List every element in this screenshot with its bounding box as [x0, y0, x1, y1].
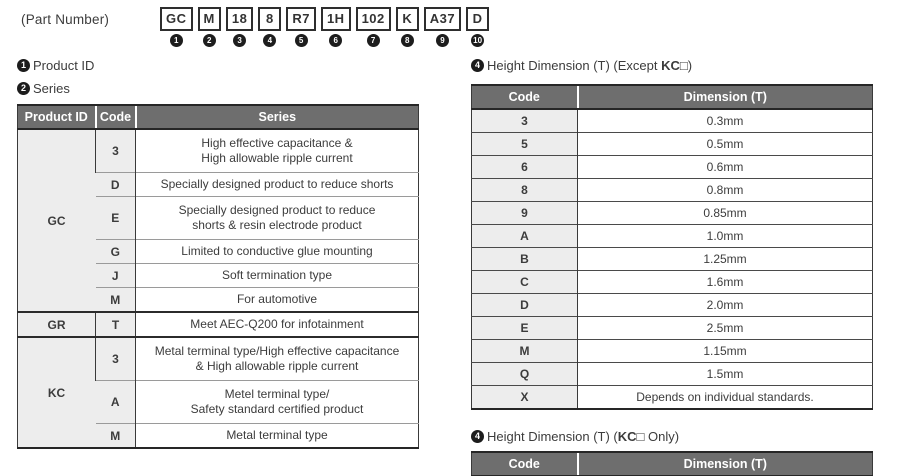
series-description-cell: High effective capacitance & High allowable ripple current	[136, 129, 419, 173]
series-description-cell: Specially designed product to reduce shorts & resin electrode product	[136, 197, 419, 240]
part-segment	[198, 7, 221, 47]
code-cell: 6	[472, 156, 578, 179]
height-dimension-kc-table	[471, 451, 873, 476]
part-segment	[286, 7, 316, 47]
series-description-cell: Metal terminal type	[136, 424, 419, 449]
dimension-cell: 1.25mm	[578, 248, 873, 271]
series-description-cell: Specially designed product to reduce shorts	[136, 173, 419, 197]
heading-series-text: Series	[33, 81, 70, 96]
part-segment	[356, 7, 391, 47]
column-header: Dimension (T)	[578, 85, 873, 109]
dimension-cell: 0.85mm	[578, 202, 873, 225]
segment-number-badge: 7	[367, 34, 380, 47]
table-row	[472, 248, 873, 271]
code-cell: B	[472, 248, 578, 271]
column-header: Dimension (T)	[578, 452, 873, 476]
code-cell: 3	[472, 109, 578, 133]
part-code-box: 18	[226, 7, 253, 31]
table-row	[472, 156, 873, 179]
segment-number-badge: 8	[401, 34, 414, 47]
segment-number-badge: 9	[436, 34, 449, 47]
dimension-cell: 1.6mm	[578, 271, 873, 294]
segment-number-badge: 1	[170, 34, 183, 47]
heading-height-dimension-kc-only	[471, 429, 679, 444]
part-code-box: 8	[258, 7, 281, 31]
part-code-box: M	[198, 7, 221, 31]
series-table-header-row	[18, 105, 419, 129]
part-segment	[466, 7, 489, 47]
series-description-cell: Soft termination type	[136, 264, 419, 288]
table-row	[472, 386, 873, 410]
part-code-box: K	[396, 7, 419, 31]
column-header: Code	[96, 105, 136, 129]
height-kc-table-header-row	[472, 452, 873, 476]
part-code-box: GC	[160, 7, 193, 31]
heading-product-id	[17, 58, 94, 73]
heading-product-id-text: Product ID	[33, 58, 95, 73]
dimension-cell: 2.0mm	[578, 294, 873, 317]
heading-height-dimension-except-kc	[471, 58, 692, 73]
part-code-box: R7	[286, 7, 316, 31]
series-code-table	[17, 104, 419, 449]
table-row	[472, 271, 873, 294]
table-row	[18, 129, 419, 173]
code-cell: C	[472, 271, 578, 294]
series-description-cell: For automotive	[136, 288, 419, 313]
dimension-cell: Depends on individual standards.	[578, 386, 873, 410]
code-cell: M	[96, 424, 136, 449]
table-row	[472, 294, 873, 317]
code-cell: A	[96, 381, 136, 424]
dimension-cell: 0.6mm	[578, 156, 873, 179]
product-id-cell: GR	[18, 312, 96, 337]
part-segment	[226, 7, 253, 47]
part-segment	[258, 7, 281, 47]
code-cell: 5	[472, 133, 578, 156]
part-code-box: 102	[356, 7, 391, 31]
part-number-label: (Part Number)	[21, 12, 110, 27]
dimension-cell: 0.8mm	[578, 179, 873, 202]
series-description-cell: Metal terminal type/High effective capacitance & High allowable ripple current	[136, 337, 419, 381]
code-cell: D	[96, 173, 136, 197]
code-cell: E	[96, 197, 136, 240]
table-row	[472, 109, 873, 133]
code-cell: Q	[472, 363, 578, 386]
heading-series	[17, 81, 70, 96]
column-header: Code	[472, 452, 578, 476]
code-cell: M	[472, 340, 578, 363]
height-dimension-table	[471, 84, 873, 410]
dimension-cell: 2.5mm	[578, 317, 873, 340]
dimension-cell: 0.5mm	[578, 133, 873, 156]
code-cell: 3	[96, 129, 136, 173]
column-header: Code	[472, 85, 578, 109]
part-segment	[396, 7, 419, 47]
part-number-segments	[160, 7, 489, 47]
code-cell: 9	[472, 202, 578, 225]
code-cell: G	[96, 240, 136, 264]
segment-number-badge: 3	[233, 34, 246, 47]
segment-number-badge: 6	[329, 34, 342, 47]
circled-2-icon: 2	[17, 82, 30, 95]
table-row	[472, 340, 873, 363]
series-description-cell: Metel terminal type/ Safety standard certified product	[136, 381, 419, 424]
part-segment	[424, 7, 461, 47]
part-code-box: 1H	[321, 7, 351, 31]
column-header: Product ID	[18, 105, 96, 129]
code-cell: X	[472, 386, 578, 410]
code-cell: D	[472, 294, 578, 317]
part-code-box: A37	[424, 7, 461, 31]
table-row	[472, 225, 873, 248]
heading-height-except-text: Height Dimension (T) (Except KC□)	[487, 58, 693, 73]
code-cell: T	[96, 312, 136, 337]
segment-number-badge: 10	[471, 34, 484, 47]
table-row	[472, 179, 873, 202]
dimension-cell: 1.5mm	[578, 363, 873, 386]
segment-number-badge: 4	[263, 34, 276, 47]
circled-4-icon: 4	[471, 59, 484, 72]
dimension-cell: 1.0mm	[578, 225, 873, 248]
code-cell: E	[472, 317, 578, 340]
circled-1-icon: 1	[17, 59, 30, 72]
height-table-header-row	[472, 85, 873, 109]
segment-number-badge: 2	[203, 34, 216, 47]
part-code-box: D	[466, 7, 489, 31]
code-cell: J	[96, 264, 136, 288]
column-header: Series	[136, 105, 419, 129]
code-cell: A	[472, 225, 578, 248]
series-description-cell: Meet AEC-Q200 for infotainment	[136, 312, 419, 337]
circled-4-icon: 4	[471, 430, 484, 443]
code-cell: M	[96, 288, 136, 313]
product-id-cell: KC	[18, 337, 96, 448]
table-row	[472, 202, 873, 225]
code-cell: 3	[96, 337, 136, 381]
dimension-cell: 1.15mm	[578, 340, 873, 363]
series-description-cell: Limited to conductive glue mounting	[136, 240, 419, 264]
product-id-cell: GC	[18, 129, 96, 312]
code-cell: 8	[472, 179, 578, 202]
part-segment	[321, 7, 351, 47]
table-row	[18, 312, 419, 337]
table-row	[472, 317, 873, 340]
segment-number-badge: 5	[295, 34, 308, 47]
heading-height-kc-only-text: Height Dimension (T) (KC□ Only)	[487, 429, 680, 444]
table-row	[18, 337, 419, 381]
table-row	[472, 363, 873, 386]
table-row	[472, 133, 873, 156]
part-segment	[160, 7, 193, 47]
dimension-cell: 0.3mm	[578, 109, 873, 133]
